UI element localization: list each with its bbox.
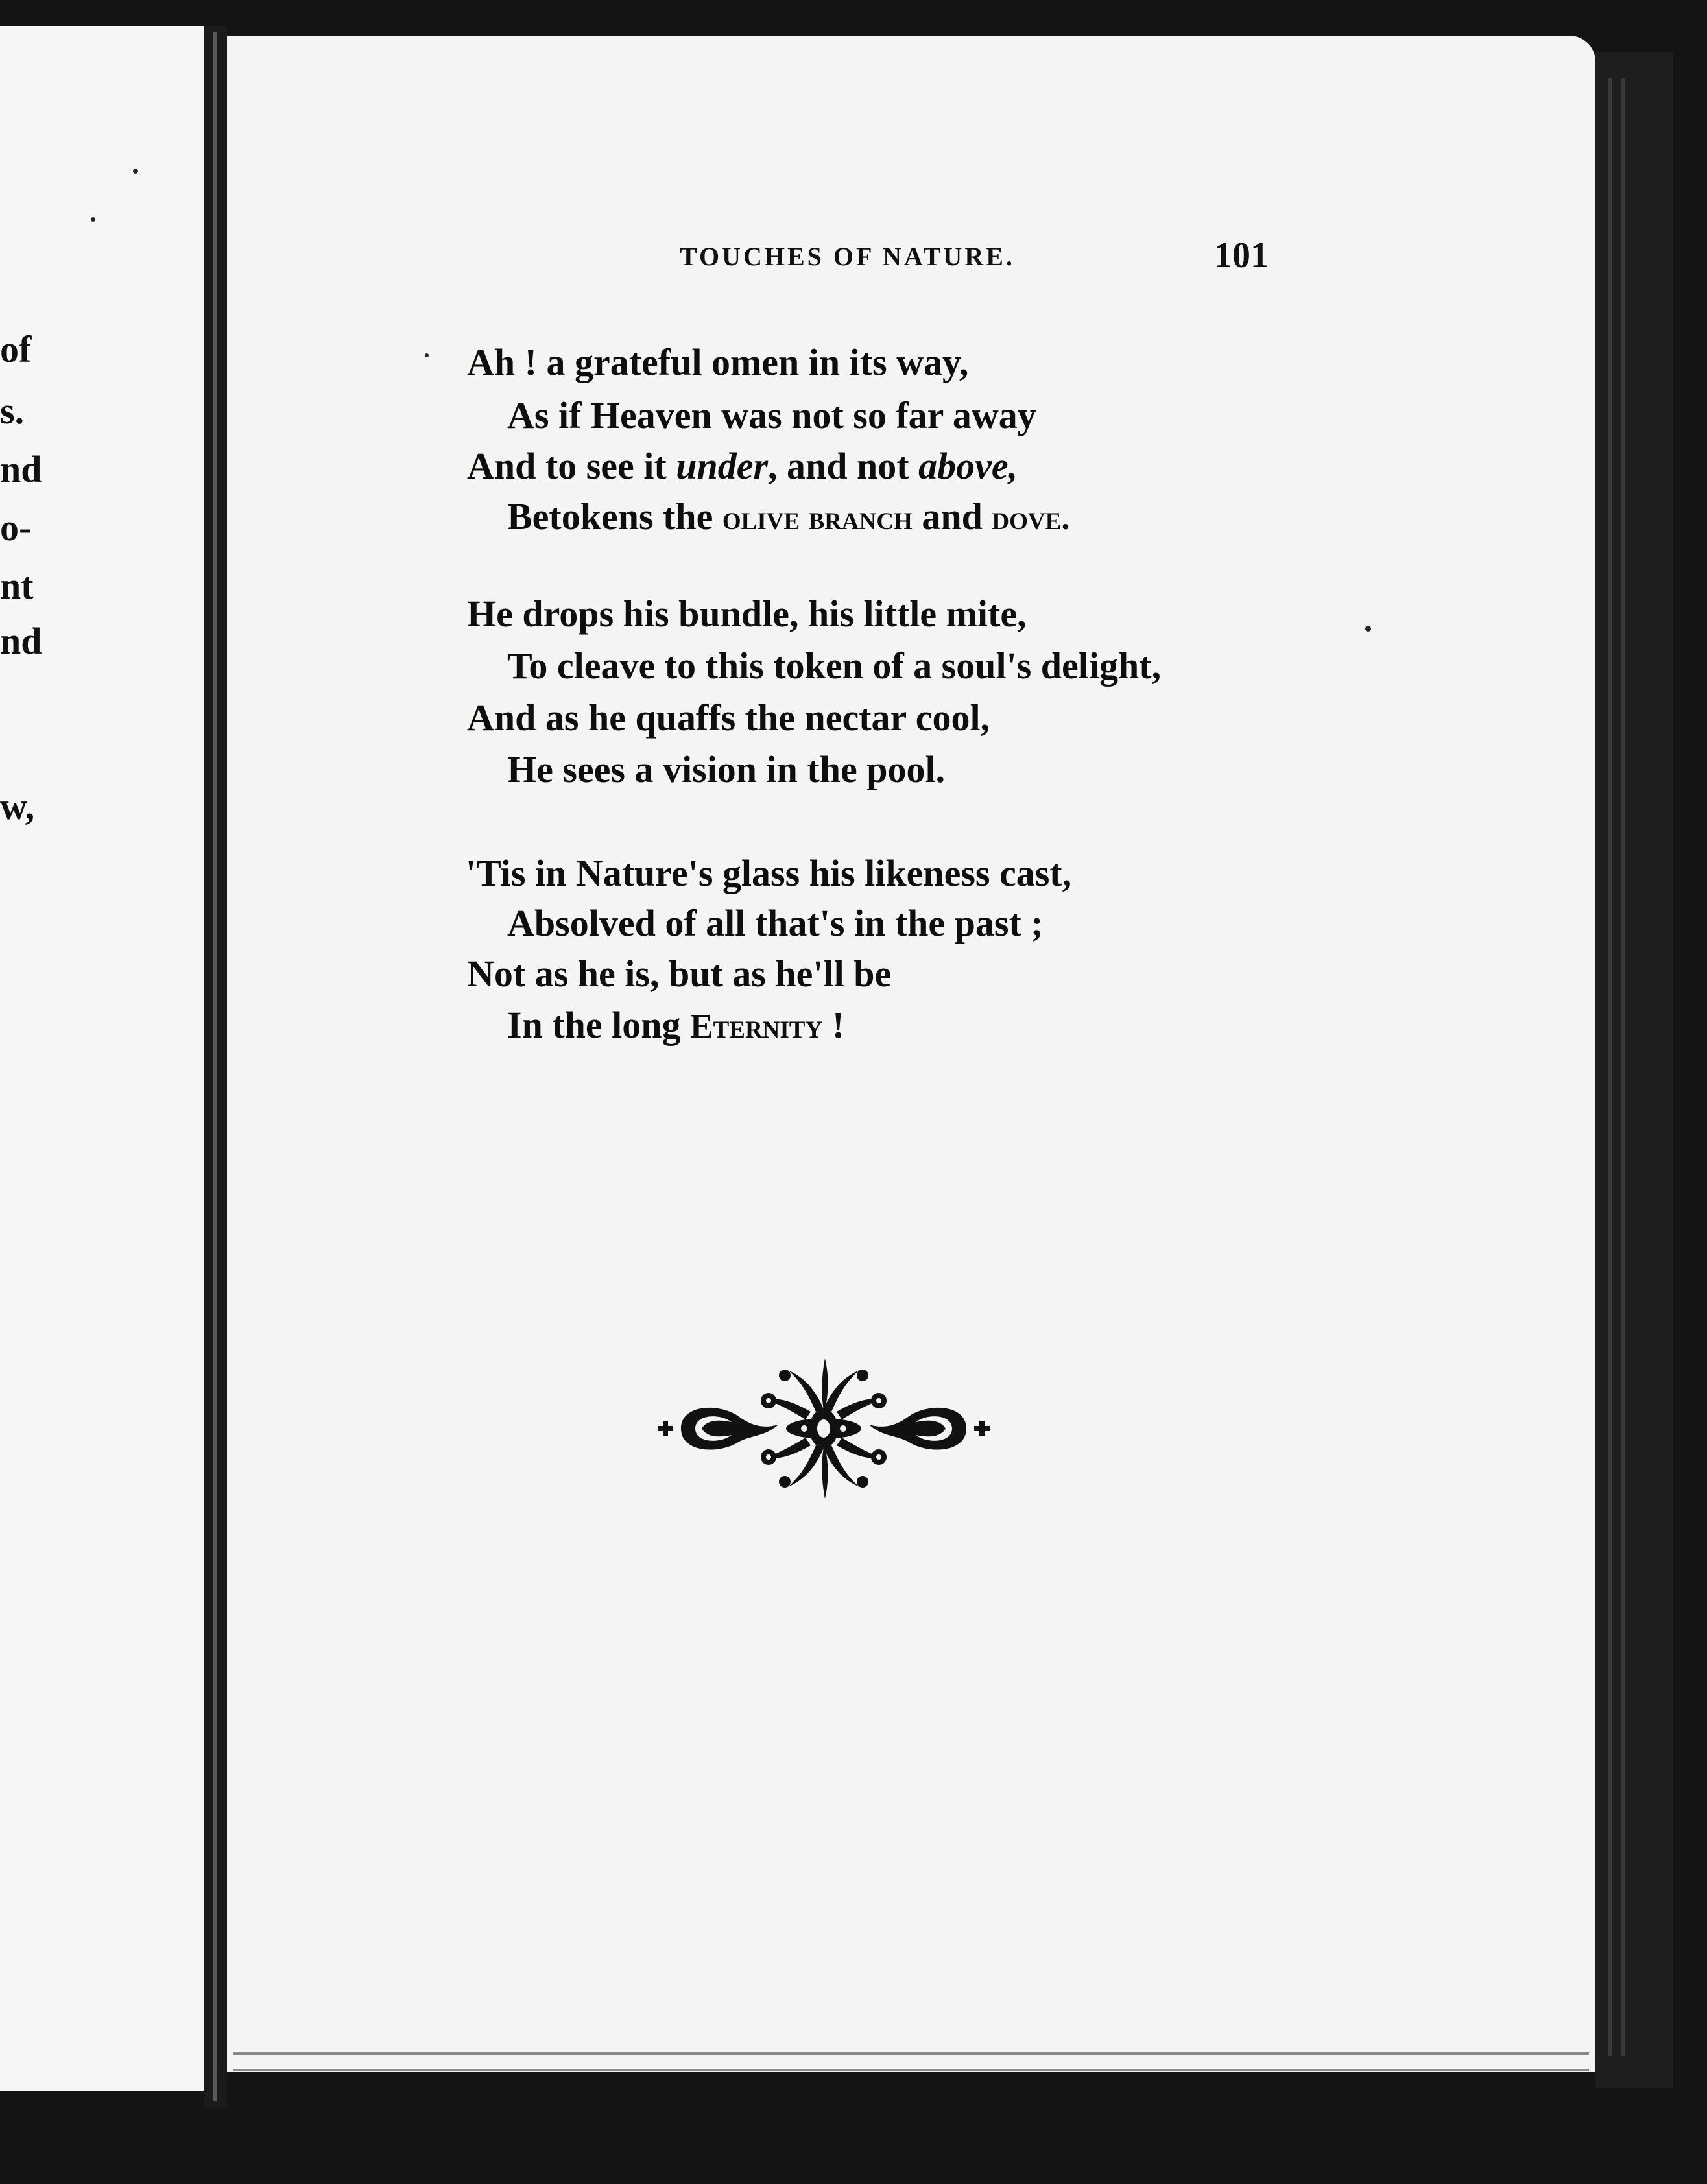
floral-tailpiece-ornament-icon (655, 1352, 992, 1508)
poem-line-text: As if Heaven was not so far away (507, 394, 1036, 436)
poem-line (467, 447, 1018, 485)
gutter-edge-line (213, 32, 217, 2101)
ink-speck (1365, 626, 1371, 632)
small-caps-phrase: olive branch (722, 498, 913, 537)
poem-line (467, 341, 969, 383)
left-facing-page (0, 26, 204, 2091)
poem-line-text: He drops his bundle, his little mite, (467, 593, 1027, 635)
ink-speck (133, 169, 138, 174)
page-bottom-rule (233, 2069, 1589, 2071)
ink-speck (91, 217, 95, 222)
poem-line-text: In the long (507, 1004, 691, 1046)
poem-line (467, 696, 990, 739)
left-page-fragment: nd (0, 448, 42, 490)
poem-line (507, 748, 946, 790)
poem-line-text: And to see it (467, 445, 676, 487)
page-number: 101 (1214, 235, 1269, 276)
poem-line-text: Ah ! a grateful omen in its way, (467, 341, 969, 383)
poem-line-text: And as he quaffs the nectar cool, (467, 696, 990, 739)
left-page-fragment: nd (0, 620, 42, 662)
poem-line-text: Absolved of all that's in the past ; (507, 902, 1044, 944)
left-page-fragment: of (0, 328, 32, 370)
poem-line (507, 902, 1044, 944)
poem-line-text: 'Tis in Nature's glass his likeness cast, (466, 852, 1072, 894)
poem-line (507, 647, 1161, 685)
poem-line-text: He sees a vision in the pool. (507, 748, 946, 790)
ink-speck (425, 353, 429, 357)
poem-line (466, 852, 1072, 894)
left-page-fragment: o- (0, 506, 32, 549)
page-bottom-rule (233, 2052, 1589, 2055)
poem-line-text: Betokens the (507, 495, 722, 538)
left-page-fragment: w, (0, 785, 35, 827)
poem-line (467, 955, 891, 993)
small-caps-phrase: dove. (992, 498, 1070, 537)
poem-line-text: and (912, 495, 992, 538)
page-edge-shadow (1595, 52, 1673, 2088)
page-edge-line (1621, 78, 1625, 2056)
page-edge-line (1608, 78, 1612, 2056)
poem-line (507, 1006, 844, 1044)
small-caps-phrase: Eternity (690, 1006, 823, 1045)
poem-line-text: ! (822, 1004, 845, 1046)
poem-line (467, 595, 1027, 633)
left-page-fragment: s. (0, 390, 25, 432)
poem-line-text: , and not (768, 445, 919, 487)
poem-line (507, 495, 1070, 538)
left-page-fragment: nt (0, 565, 34, 607)
italic-word: above, (918, 445, 1018, 487)
poem-line-text: To cleave to this token of a soul's delight, (507, 645, 1162, 687)
italic-word: under (676, 445, 769, 487)
poem-line (507, 394, 1036, 436)
poem-line-text: Not as he is, but as he'll be (467, 953, 892, 995)
running-title: TOUCHES OF NATURE. (680, 242, 1015, 271)
